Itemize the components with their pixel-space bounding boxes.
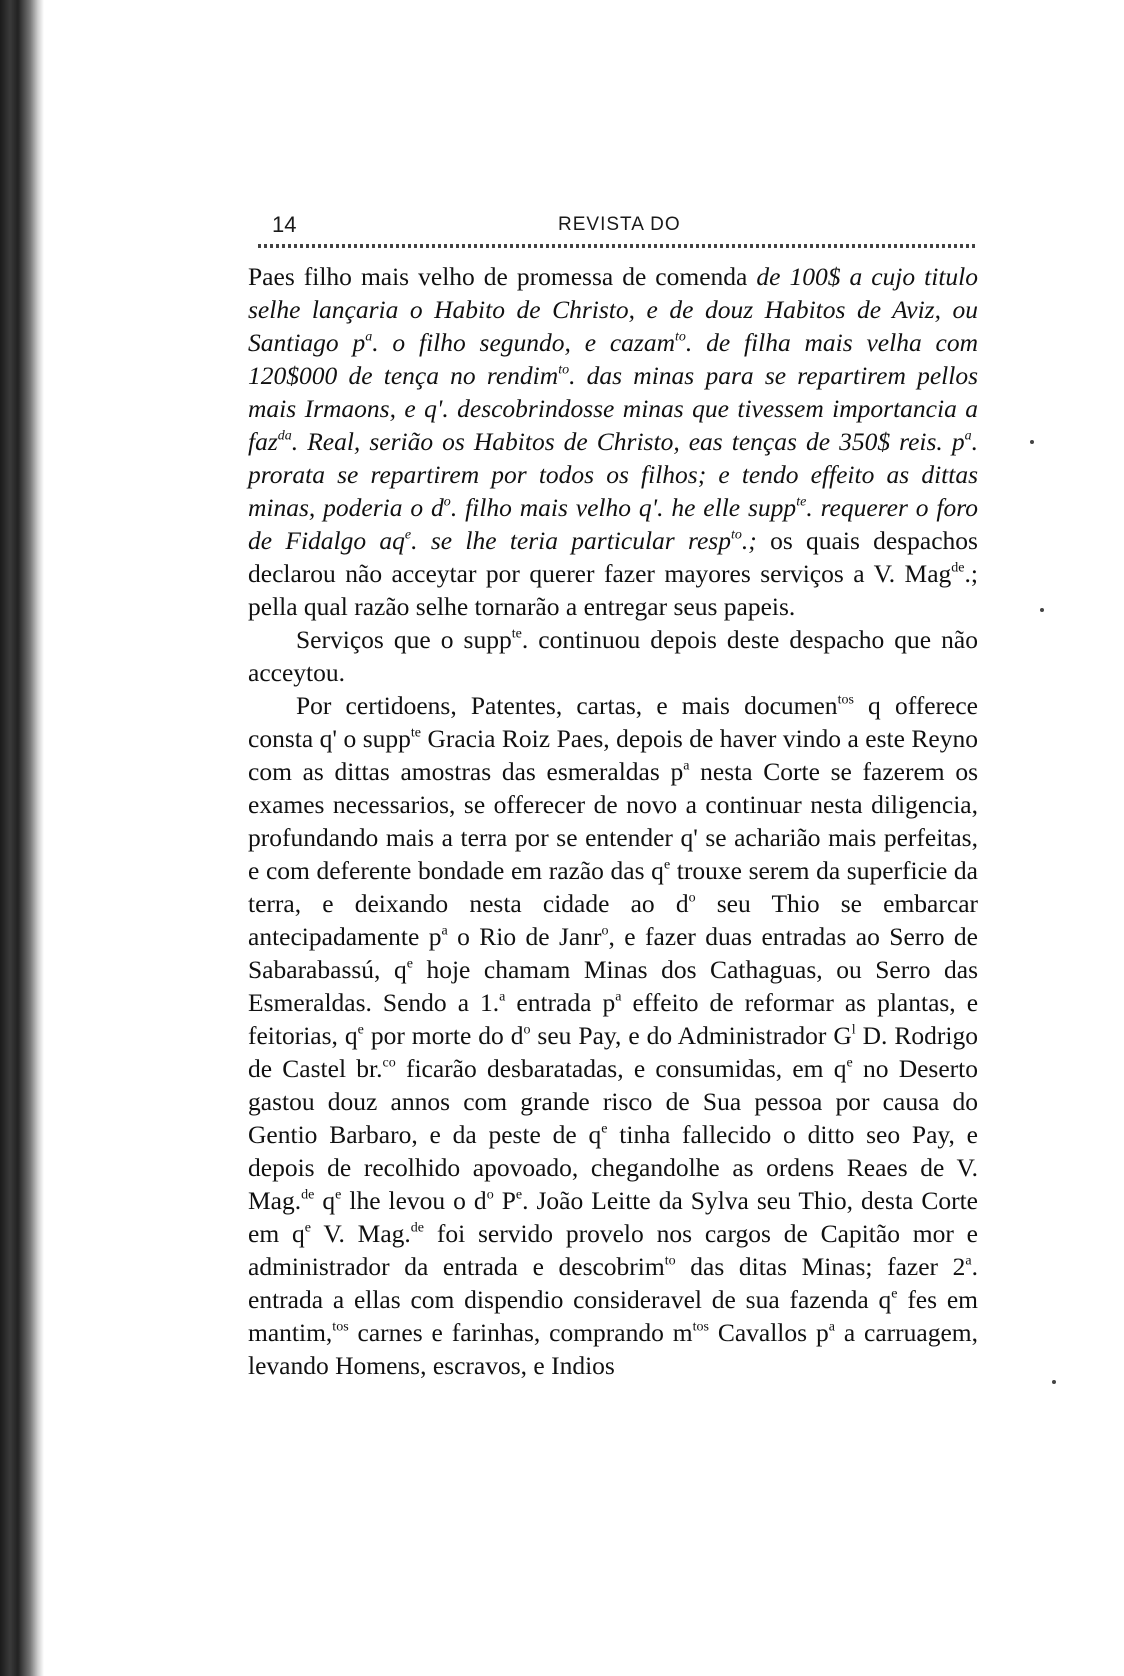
text-run: P [493, 1186, 516, 1215]
body-text [248, 260, 978, 1382]
text-run: q offerece consta q' o supp [248, 691, 978, 753]
text-run: trouxe serem da superficie da terra, e deixando nesta cidade ao d [248, 856, 979, 918]
abbreviation-superscript: a [441, 923, 448, 939]
abbreviation-superscript: de [410, 1220, 425, 1236]
abbreviation-superscript: a [615, 989, 622, 1005]
abbreviation-superscript: a [683, 758, 690, 774]
text-run: nesta Corte se fazerem os exames necessarios, se offerecer de novo a continuar nesta diligencia, profundando mais a terra por se entender q' se acharião mais perfeitas, e com deferente bondade em razão das q [248, 757, 978, 885]
abbreviation-superscript: to [558, 362, 570, 378]
abbreviation-superscript: te [410, 725, 421, 741]
text-run: . requerer o foro de Fidalgo aq [248, 493, 978, 555]
abbreviation-superscript: tos [332, 1319, 349, 1335]
text-run: seu Thio se embarcar antecipadamente p [248, 889, 978, 951]
book-spine-shadow [0, 0, 44, 1676]
text-run: tinha fallecido o ditto seo Pay, e depois de recolhido apovoado, chegandolhe as ordens Reaes de V. Mag. [248, 1120, 978, 1215]
text-run: . filho mais velho q'. he elle supp [450, 493, 797, 522]
abbreviation-superscript: e [404, 527, 412, 543]
text-run: D. Rodrigo de Castel br. [248, 1021, 978, 1083]
abbreviation-superscript: a [964, 428, 972, 444]
abbreviation-superscript: de [951, 560, 965, 576]
text-run: carnes e farinhas, comprando m [348, 1318, 693, 1347]
abbreviation-superscript: o [601, 923, 609, 939]
text-run: lhe levou o d [341, 1186, 487, 1215]
text-run: por morte do d [363, 1021, 524, 1050]
text-run: . Real, serião os Habitos de Christo, eas tenças de 350$ reis. p [291, 427, 965, 456]
text-run: seu Pay, e do Administrador G [530, 1021, 852, 1050]
text-run: entrada p [505, 988, 616, 1017]
abbreviation-superscript: o [688, 890, 696, 906]
abbreviation-superscript: te [511, 626, 522, 642]
text-run: Paes filho mais velho de promessa de comenda [248, 262, 757, 291]
abbreviation-superscript: e [515, 1187, 523, 1203]
text-run: foi servido provelo nos cargos de Capitão mor e administrador da entrada e descobrim [248, 1219, 978, 1281]
paragraph [248, 689, 978, 1382]
text-run: ficarão desbaratadas, e consumidas, em q [395, 1054, 847, 1083]
text-run: . entrada a ellas com dispendio consideravel de sua fazenda q [248, 1252, 978, 1314]
abbreviation-superscript: co [382, 1055, 396, 1071]
text-run: . se lhe teria particular resp [411, 526, 731, 555]
text-run: no Deserto gastou douz annos com grande risco de Sua pessoa por causa do Gentio Barbaro, e da peste de q [248, 1054, 978, 1149]
text-run: . das minas para se repartirem pellos mais Irmaons, e q'. descobrindosse minas que tivessem importancia a faz [248, 361, 978, 456]
text-run: Por certidoens, Patentes, cartas, e mais documen [296, 691, 838, 720]
abbreviation-superscript: to [730, 527, 742, 543]
text-run: . continuou depois deste despacho que não acceytou. [248, 625, 978, 687]
abbreviation-superscript: e [335, 1187, 342, 1203]
print-speck [1052, 1380, 1056, 1384]
abbreviation-superscript: tos [692, 1319, 709, 1335]
text-run: fes em mantim, [248, 1285, 979, 1347]
text-run: V. Mag. [310, 1219, 411, 1248]
abbreviation-superscript: e [846, 1055, 853, 1071]
abbreviation-superscript: a [499, 989, 506, 1005]
text-run: q [314, 1186, 336, 1215]
abbreviation-superscript: e [601, 1121, 608, 1137]
abbreviation-superscript: a [965, 1253, 972, 1269]
text-run: . o filho segundo, e cazam [372, 328, 675, 357]
abbreviation-superscript: e [891, 1286, 898, 1302]
abbreviation-superscript: a [828, 1319, 835, 1335]
page [248, 208, 978, 1382]
text-run: . de filha mais velha com 120$000 de tença no rendim [248, 328, 979, 390]
text-run: .; [741, 526, 757, 555]
text-run: de 100$ a cujo titulo selhe lançaria o Habito de Christo, e de douz Habitos de Aviz, ou Santiago p [248, 262, 978, 357]
text-run: Cavallos p [708, 1318, 829, 1347]
abbreviation-superscript: a [365, 329, 373, 345]
abbreviation-superscript: o [523, 1022, 531, 1038]
text-run: a carruagem, levando Homens, escravos, e Indios [248, 1318, 978, 1380]
text-run: os quais despachos declarou não acceytar por querer fazer mayores serviços a V. Mag [248, 526, 978, 588]
running-head [248, 208, 978, 246]
abbreviation-superscript: l [851, 1022, 856, 1038]
abbreviation-superscript: o [486, 1187, 494, 1203]
abbreviation-superscript: e [663, 857, 671, 873]
abbreviation-superscript: e [304, 1220, 311, 1236]
abbreviation-superscript: de [301, 1187, 315, 1203]
text-run: Gracia Roiz Paes, depois de haver vindo a este Reyno com as dittas amostras das esmeraldas p [248, 724, 978, 786]
print-speck [1040, 608, 1044, 612]
text-run: hoje chamam Minas dos Cathaguas, ou Serro das Esmeraldas. Sendo a 1. [248, 955, 978, 1017]
header-rule [258, 244, 978, 248]
text-run: das ditas Minas; fazer 2 [675, 1252, 966, 1281]
paragraph [248, 623, 978, 689]
text-run: effeito de reformar as plantas, e feitorias, q [248, 988, 979, 1050]
abbreviation-superscript: e [357, 1022, 364, 1038]
abbreviation-superscript: tos [837, 692, 854, 708]
text-run: . prorata se repartirem por todos os filhos; e tendo effeito as dittas minas, poderia o d [248, 427, 978, 522]
abbreviation-superscript: te [796, 494, 807, 510]
abbreviation-superscript: to [664, 1253, 676, 1269]
text-run: o Rio de Janr [447, 922, 602, 951]
page-number: 14 [272, 212, 297, 237]
abbreviation-superscript: da [277, 428, 292, 444]
text-run: .; pella qual razão selhe tornarão a entregar seus papeis. [248, 559, 978, 621]
text-run: . João Leitte da Sylva seu Thio, desta Corte em q [248, 1186, 979, 1248]
abbreviation-superscript: e [406, 956, 413, 972]
print-speck [1030, 440, 1034, 444]
abbreviation-superscript: to [675, 329, 686, 345]
running-title: REVISTA DO [558, 214, 681, 235]
paragraph [248, 260, 978, 623]
text-run: Serviços que o supp [296, 625, 512, 654]
abbreviation-superscript: o [443, 494, 451, 510]
text-run: , e fazer duas entradas ao Serro de Sabarabassú, q [248, 922, 978, 984]
